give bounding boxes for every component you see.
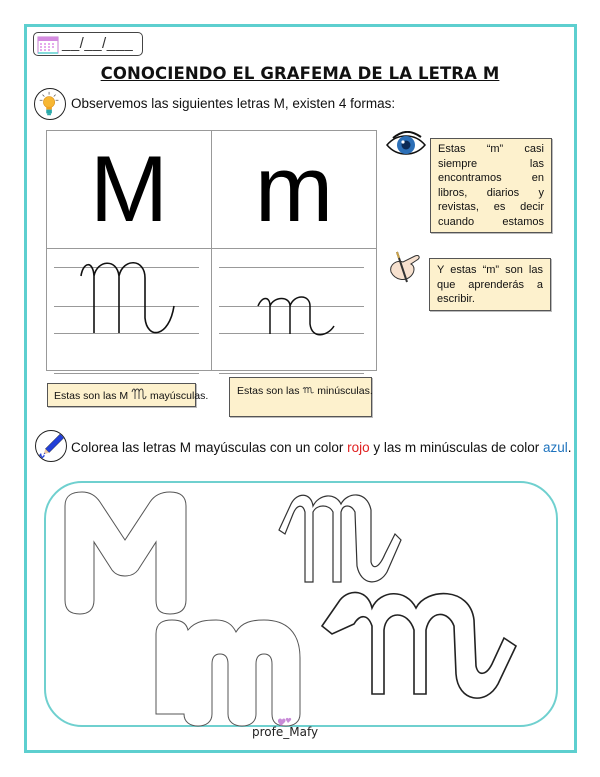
note-uppercase: Estas son las M mayúsculas. bbox=[47, 383, 196, 407]
brand-logo: profe_Mafy bbox=[252, 725, 318, 739]
cursive-m-lower-glyph bbox=[302, 386, 314, 394]
date-field[interactable] bbox=[33, 32, 143, 56]
print-lowercase-m: m bbox=[254, 136, 334, 241]
writing-hand-icon bbox=[385, 250, 423, 286]
hearts-icon bbox=[278, 717, 292, 727]
cursive-m-upper-glyph bbox=[131, 388, 147, 400]
date-placeholder: __/__/___ bbox=[62, 35, 134, 52]
section2-instruction: Colorea las letras M mayúsculas con un color rojo y las m minúsculas de color azul. bbox=[71, 440, 572, 455]
lightbulb-icon bbox=[34, 88, 66, 120]
red-word: rojo bbox=[347, 440, 370, 455]
page-title: CONOCIENDO EL GRAFEMA DE LA LETRA M bbox=[100, 64, 500, 83]
section1-instruction: Observemos las siguientes letras M, existen 4 formas: bbox=[71, 96, 396, 111]
pencil-icon bbox=[35, 430, 67, 462]
print-uppercase-m: M bbox=[89, 136, 169, 241]
blue-word: azul bbox=[542, 440, 568, 455]
outline-lowercase-m-cursive-large[interactable] bbox=[320, 590, 520, 700]
letter-forms-grid bbox=[46, 130, 377, 371]
eye-icon bbox=[385, 131, 427, 159]
outline-uppercase-m-print[interactable] bbox=[60, 490, 190, 615]
calendar-icon bbox=[37, 35, 59, 54]
note-lowercase: Estas son las minúsculas. bbox=[229, 377, 372, 417]
cursive-lowercase-m bbox=[212, 248, 376, 371]
outline-lowercase-m-print[interactable] bbox=[154, 618, 304, 728]
note-cursive-m: Y estas “m” son las que aprenderás a escribir. bbox=[429, 258, 551, 311]
cursive-uppercase-m bbox=[47, 248, 211, 371]
note-printed-m: Estas “m” casi siempre las encontramos en libros, diarios y revistas, es decir cuando estamos bbox=[430, 138, 552, 233]
outline-lowercase-m-cursive-small[interactable] bbox=[275, 490, 410, 585]
